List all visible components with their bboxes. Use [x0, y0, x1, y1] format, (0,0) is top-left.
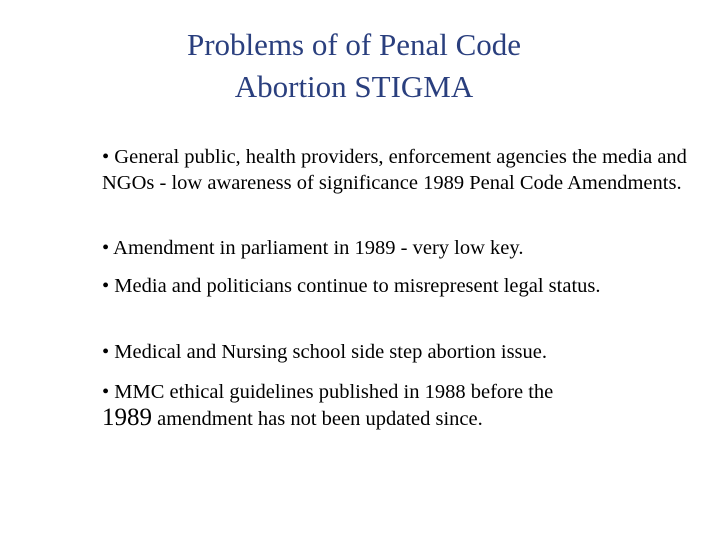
- mmc-guidelines-rest: amendment has not been updated since.: [152, 408, 483, 430]
- bullet-item-awareness: • General public, health providers, enforcement agencies the media and NGOs - low awareness of significance 1989 Penal Code Amendments.: [102, 146, 687, 194]
- title-line-1: Problems of of Penal Code: [186, 27, 522, 62]
- slide-title: [0, 24, 708, 108]
- mmc-guidelines-year: 1989: [102, 404, 152, 431]
- mmc-guidelines-line-1: • MMC ethical guidelines published in 1988 before the: [102, 381, 554, 403]
- bullet-item-mmc-guidelines: [102, 379, 702, 432]
- title-line-2: Abortion STIGMA: [234, 69, 474, 104]
- bullet-list: [102, 144, 702, 432]
- bullet-item-schools: • Medical and Nursing school side step abortion issue.: [102, 341, 548, 363]
- bullet-item-media: • Media and politicians continue to misrepresent legal status.: [102, 275, 601, 297]
- bullet-item-parliament: • Amendment in parliament in 1989 - very low key.: [102, 237, 524, 259]
